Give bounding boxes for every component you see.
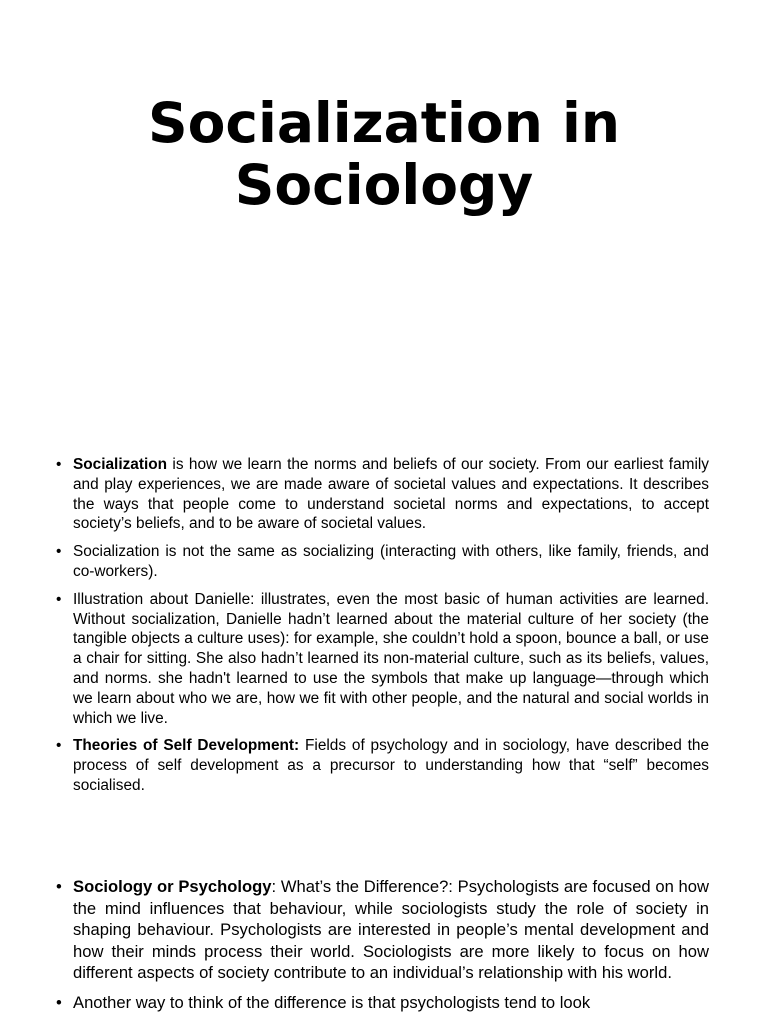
- list-item: [56, 992, 709, 1014]
- bullet-icon: •: [56, 992, 62, 1012]
- list-item: [56, 590, 709, 729]
- item-text: Another way to think of the difference is that psychologists tend to look: [73, 992, 591, 1012]
- bold-term: Socialization: [73, 456, 168, 473]
- item-text: : What’s the Difference?: Psychologists are focused on how the mind influences that behaviour, while sociologists study the role of society in shaping behaviour. Psychologists are interested in people’s mental development and how their minds process their world. Sociologists are more likely to focus on how different aspects of society contribute to an individual’s relationship with his world.: [73, 877, 709, 983]
- list-item: [56, 455, 709, 534]
- item-text: Fields of psychology and in sociology, have described the process of self development as a precursor to understanding how that “self” becomes socialised.: [73, 737, 710, 794]
- title-line-1: Socialization in: [147, 91, 621, 155]
- list-item: [56, 876, 709, 984]
- list-item: [56, 736, 709, 795]
- bullet-icon: •: [56, 877, 62, 896]
- bullet-icon: •: [56, 456, 62, 473]
- bullet-list-1: [56, 455, 709, 804]
- bullet-icon: •: [56, 543, 62, 561]
- item-text: Illustration about Danielle: illustrates, even the most basic of human activities are learned. Without socialization, Danielle hadn’t learned about the material culture of her society (the tangible objects a culture uses): for example, she couldn’t hold a spoon, bounce a ball, or use a chair for sitting. She also hadn’t learned its non-material culture, such as its beliefs, values, and norms. she hadn't learned to use the symbols that make up language—through which we learn about who we are, how we fit with other people, and the natural and social worlds in which we live.: [73, 590, 709, 727]
- list-item: [56, 542, 709, 582]
- page-title: [0, 92, 768, 216]
- bullet-icon: •: [56, 737, 62, 755]
- item-text: Socialization is not the same as socializing (interacting with others, like family, friends, and co-workers).: [73, 543, 709, 580]
- bullet-list-2: [56, 876, 709, 1022]
- item-text: is how we learn the norms and beliefs of our society. From our earliest family and play experiences, we are made aware of societal values and expectations. It describes the ways that people come to understand societal norms and expectations, to accept society’s beliefs, and to be aware of societal values.: [73, 456, 709, 533]
- bullet-icon: •: [56, 590, 62, 608]
- bold-term: Sociology or Psychology: [73, 877, 272, 896]
- title-line-2: Sociology: [234, 153, 534, 217]
- bold-term: Theories of Self Development:: [73, 737, 300, 755]
